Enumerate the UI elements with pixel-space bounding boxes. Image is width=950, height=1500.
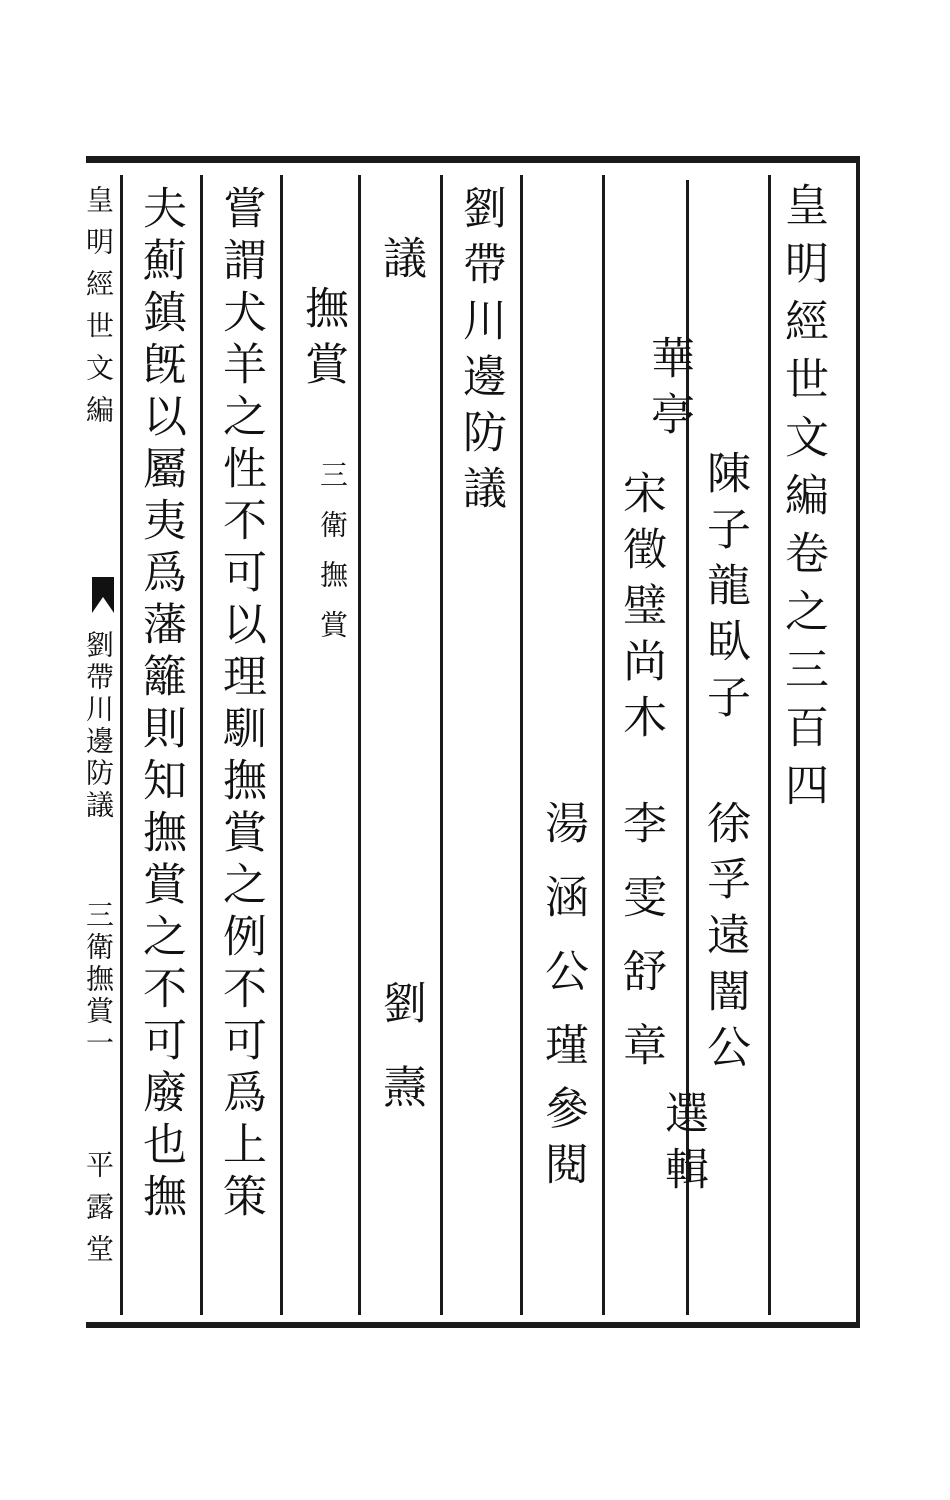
column-rule: [768, 175, 771, 1315]
column-rule: [120, 175, 123, 1315]
margin-publisher: 平露堂: [82, 1150, 115, 1276]
book-title: 皇明經世文編卷之三百四: [777, 182, 828, 820]
editors-line3-role: 參閱: [537, 1085, 588, 1197]
section-heading: 撫賞: [297, 285, 348, 397]
column-rule: [440, 175, 443, 1315]
editors-line1-names: 陳子龍臥子: [699, 450, 750, 730]
editors-line1-role: 選輯: [657, 1090, 708, 1202]
body-line: 嘗謂犬羊之性不可以理馴撫賞之例不可爲上策: [215, 185, 266, 1225]
body-line: 夫薊鎮旣以屬夷爲藩籬則知撫賞之不可廢也撫: [135, 185, 186, 1225]
margin-fascicle: 劉帶川邊防議: [82, 630, 115, 822]
editors-line2-prefix: 華亭: [643, 335, 694, 447]
editors-line2-names2: 李雯舒章: [615, 800, 666, 1096]
article-section: 議: [375, 235, 426, 291]
column-rule: [602, 175, 605, 1315]
editors-line2-names: 宋徵璧尚木: [615, 470, 666, 750]
margin-section-page: 三衛撫賞一: [82, 900, 115, 1060]
article-author: 劉燾: [375, 980, 426, 1148]
editors-line1-names2: 徐孚遠闇公: [699, 800, 750, 1080]
section-heading-note: 三衛撫賞: [316, 460, 349, 660]
fish-tail-mark-icon: [90, 575, 116, 615]
column-rule: [358, 175, 361, 1315]
editors-line3-names: 湯涵公瑾: [537, 800, 588, 1096]
column-rule: [520, 175, 523, 1315]
margin-collection: 皇明經世文編: [82, 185, 115, 437]
column-rule: [280, 175, 283, 1315]
column-rule: [200, 175, 203, 1315]
article-title: 劉帶川邊防議: [455, 185, 506, 521]
